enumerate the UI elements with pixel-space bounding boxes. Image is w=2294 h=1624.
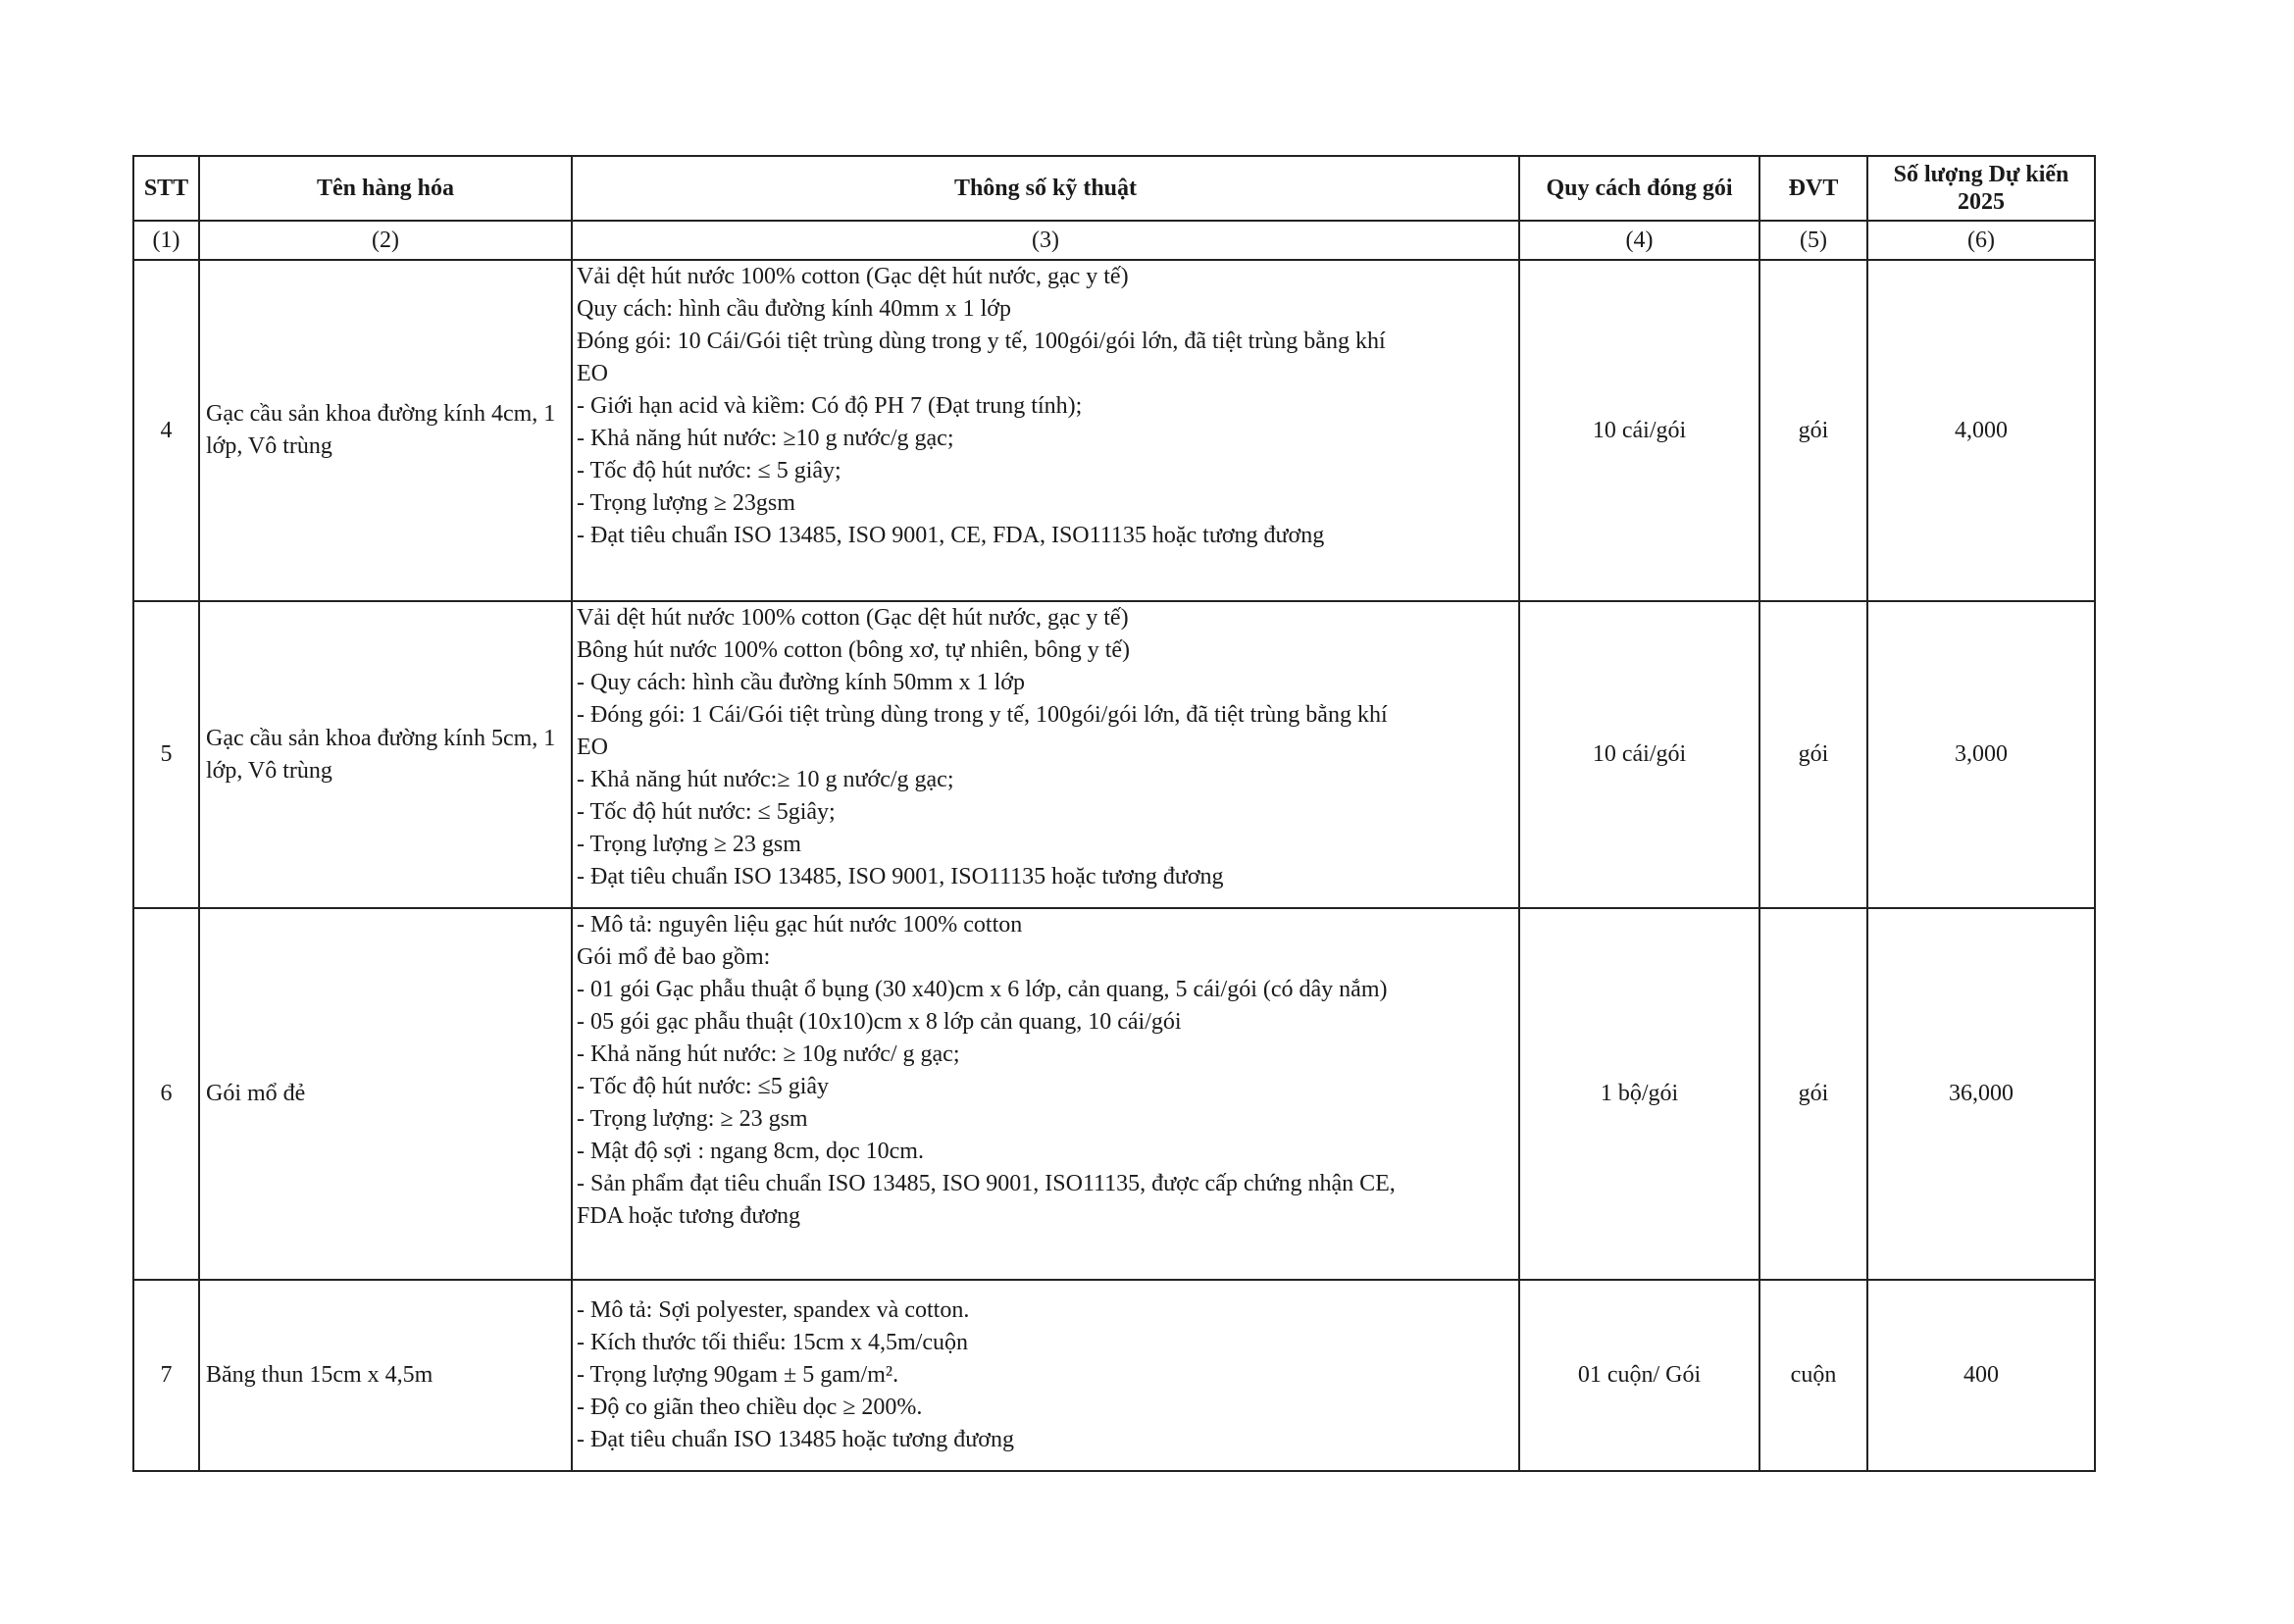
spec-line: EO [577,361,608,386]
row-qty: 3,000 [1867,601,2095,908]
spec-line: - Đóng gói: 1 Cái/Gói tiệt trùng dùng trong y tế, 100gói/gói lớn, đã tiệt trùng bằng khí [577,702,1388,728]
header-pack: Quy cách đóng gói [1519,156,1759,221]
spec-line: - Trọng lượng ≥ 23 gsm [577,832,801,857]
spec-line: - Khả năng hút nước:≥ 10 g nước/g gạc; [577,767,954,792]
spec-line: - Khả năng hút nước: ≥10 g nước/g gạc; [577,426,954,451]
spec-line: - Đạt tiêu chuẩn ISO 13485, ISO 9001, ISO11135 hoặc tương đương [577,864,1224,889]
spec-table [132,155,2096,1472]
spec-line: - Giới hạn acid và kiềm: Có độ PH 7 (Đạt trung tính); [577,393,1083,419]
spec-line: - Trọng lượng ≥ 23gsm [577,490,795,516]
spec-line: - Quy cách: hình cầu đường kính 50mm x 1 lớp [577,670,1025,695]
row-unit: cuộn [1759,1280,1867,1471]
row-stt: 6 [133,908,199,1280]
spec-line: - Trọng lượng: ≥ 23 gsm [577,1106,808,1132]
row-spec [572,908,1519,1280]
col-number: (1) [133,221,199,260]
row-stt: 5 [133,601,199,908]
spec-line: - Đạt tiêu chuẩn ISO 13485 hoặc tương đương [577,1427,1014,1452]
spec-line: - Đạt tiêu chuẩn ISO 13485, ISO 9001, CE, FDA, ISO11135 hoặc tương đương [577,523,1325,548]
spec-line: Bông hút nước 100% cotton (bông xơ, tự nhiên, bông y tế) [577,637,1130,663]
row-stt: 7 [133,1280,199,1471]
spec-line: - Khả năng hút nước: ≥ 10g nước/ g gạc; [577,1041,960,1067]
row-name: Gạc cầu sản khoa đường kính 5cm, 1 lớp, Vô trùng [199,601,572,908]
spec-line: - Kích thước tối thiểu: 15cm x 4,5m/cuộn [577,1330,968,1355]
row-pack: 10 cái/gói [1519,260,1759,601]
header-name: Tên hàng hóa [199,156,572,221]
row-qty: 36,000 [1867,908,2095,1280]
spec-line: - Trọng lượng 90gam ± 5 gam/m². [577,1362,899,1388]
row-qty: 400 [1867,1280,2095,1471]
header-stt: STT [133,156,199,221]
row-name: Gói mổ đẻ [199,908,572,1280]
row-spec [572,601,1519,908]
header-unit: ĐVT [1759,156,1867,221]
spec-line: - 01 gói Gạc phẫu thuật ổ bụng (30 x40)cm x 6 lớp, cản quang, 5 cái/gói (có dây nắm) [577,977,1388,1002]
header-spec: Thông số kỹ thuật [572,156,1519,221]
spec-line: - Mật độ sợi : ngang 8cm, dọc 10cm. [577,1139,924,1164]
spec-line: - Mô tả: Sợi polyester, spandex và cotton. [577,1297,970,1323]
row-pack: 1 bộ/gói [1519,908,1759,1280]
spec-line: - Độ co giãn theo chiều dọc ≥ 200%. [577,1395,923,1420]
header-qty: Số lượng Dự kiến 2025 [1867,156,2095,221]
spec-line: - Tốc độ hút nước: ≤5 giây [577,1074,830,1099]
col-number: (3) [572,221,1519,260]
col-number: (5) [1759,221,1867,260]
row-pack: 10 cái/gói [1519,601,1759,908]
col-number: (2) [199,221,572,260]
column-number-row [133,221,2095,260]
table-row [133,601,2095,908]
spec-line: - 05 gói gạc phẫu thuật (10x10)cm x 8 lớp cản quang, 10 cái/gói [577,1009,1182,1035]
spec-line: - Sản phẩm đạt tiêu chuẩn ISO 13485, ISO 9001, ISO11135, được cấp chứng nhận CE, [577,1171,1396,1196]
spec-line: - Tốc độ hút nước: ≤ 5 giây; [577,458,841,483]
spec-line: FDA hoặc tương đương [577,1203,801,1229]
table-row [133,1280,2095,1471]
header-row [133,156,2095,221]
row-pack: 01 cuộn/ Gói [1519,1280,1759,1471]
col-number: (4) [1519,221,1759,260]
spec-line: Đóng gói: 10 Cái/Gói tiệt trùng dùng trong y tế, 100gói/gói lớn, đã tiệt trùng bằng khí [577,329,1386,354]
row-spec [572,1280,1519,1471]
row-name: Gạc cầu sản khoa đường kính 4cm, 1 lớp, Vô trùng [199,260,572,601]
spec-line: Gói mổ đẻ bao gồm: [577,944,771,970]
row-spec [572,260,1519,601]
row-unit: gói [1759,601,1867,908]
table-row [133,260,2095,601]
spec-line: - Mô tả: nguyên liệu gạc hút nước 100% cotton [577,912,1023,938]
row-name: Băng thun 15cm x 4,5m [199,1280,572,1471]
spec-line: - Tốc độ hút nước: ≤ 5giây; [577,799,836,825]
spec-line: Vải dệt hút nước 100% cotton (Gạc dệt hút nước, gạc y tế) [577,264,1129,289]
row-qty: 4,000 [1867,260,2095,601]
row-unit: gói [1759,908,1867,1280]
row-stt: 4 [133,260,199,601]
spec-line: EO [577,735,608,760]
spec-line: Vải dệt hút nước 100% cotton (Gạc dệt hút nước, gạc y tế) [577,605,1129,631]
row-unit: gói [1759,260,1867,601]
spec-line: Quy cách: hình cầu đường kính 40mm x 1 lớp [577,296,1011,322]
col-number: (6) [1867,221,2095,260]
table-row [133,908,2095,1280]
